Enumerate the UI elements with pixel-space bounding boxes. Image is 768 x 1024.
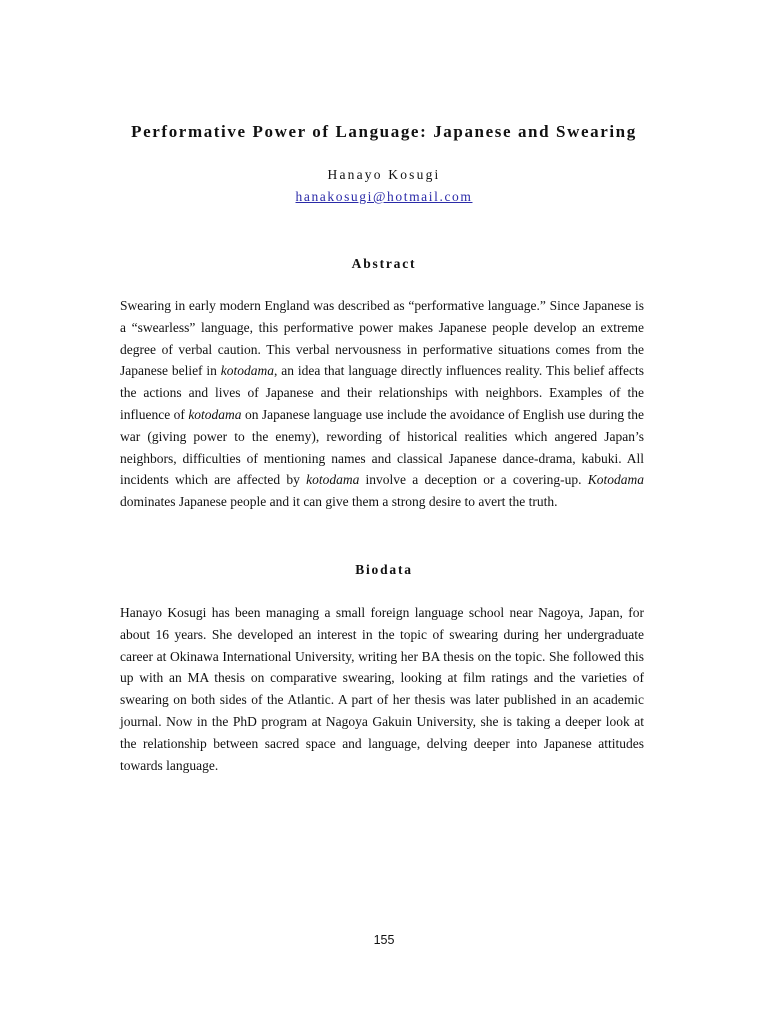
author-email-link[interactable]: hanakosugi@hotmail.com xyxy=(295,189,473,204)
abstract-text-5: dominates Japanese people and it can give them a strong desire to avert the truth. xyxy=(120,494,558,510)
paper-title: Performative Power of Language: Japanese and Swearing xyxy=(131,122,637,141)
abstract-paragraph xyxy=(120,295,644,513)
author-email xyxy=(0,189,768,205)
abstract-term-kotodama-4: Kotodama xyxy=(587,472,644,488)
abstract-heading: Abstract xyxy=(351,256,417,271)
abstract-text-4: involve a deception or a covering-up. xyxy=(359,472,588,488)
abstract-text-1: Swearing in early modern England was described as “performative language.” Since Japanese is a “swearless” language, this performative power makes Japanese people develop an extreme degree of verbal caution. This verbal nervousness in performative situations comes from the Japanese belief in xyxy=(120,298,644,379)
abstract-term-kotodama-2: kotodama xyxy=(188,406,242,422)
abstract-term-kotodama-3: kotodama xyxy=(306,472,360,488)
biodata-heading: Biodata xyxy=(355,562,413,577)
abstract-term-kotodama-1: kotodama xyxy=(220,363,275,379)
abstract-text-2: , an idea that language directly influences reality. This belief affects the actions and lives of Japanese and their relationships with neighbors. Examples of the influence of xyxy=(120,363,644,422)
page-number: 155 xyxy=(373,933,395,947)
abstract-text-3: on Japanese language use include the avoidance of English use during the war (giving power to the enemy), rewording of historical realities which angered Japan’s neighbors, difficulties of mentioning names and classical Japanese dance-drama, kabuki. All incidents which are affected by xyxy=(120,406,644,488)
author-name: Hanayo Kosugi xyxy=(327,167,441,182)
biodata-paragraph: Hanayo Kosugi has been managing a small foreign language school near Nagoya, Japan, for about 16 years. She developed an interest in the topic of swearing during her undergraduate career at Okinawa International University, writing her BA thesis on the topic. She followed this up with an MA thesis on comparative swearing, looking at film ratings and the varieties of swearing on both sides of the Atlantic. A part of her thesis was later published in an academic journal. Now in the PhD program at Nagoya Gakuin University, she is taking a deeper look at the relationship between sacred space and language, delving deeper into Japanese attitudes towards language. xyxy=(120,605,644,773)
